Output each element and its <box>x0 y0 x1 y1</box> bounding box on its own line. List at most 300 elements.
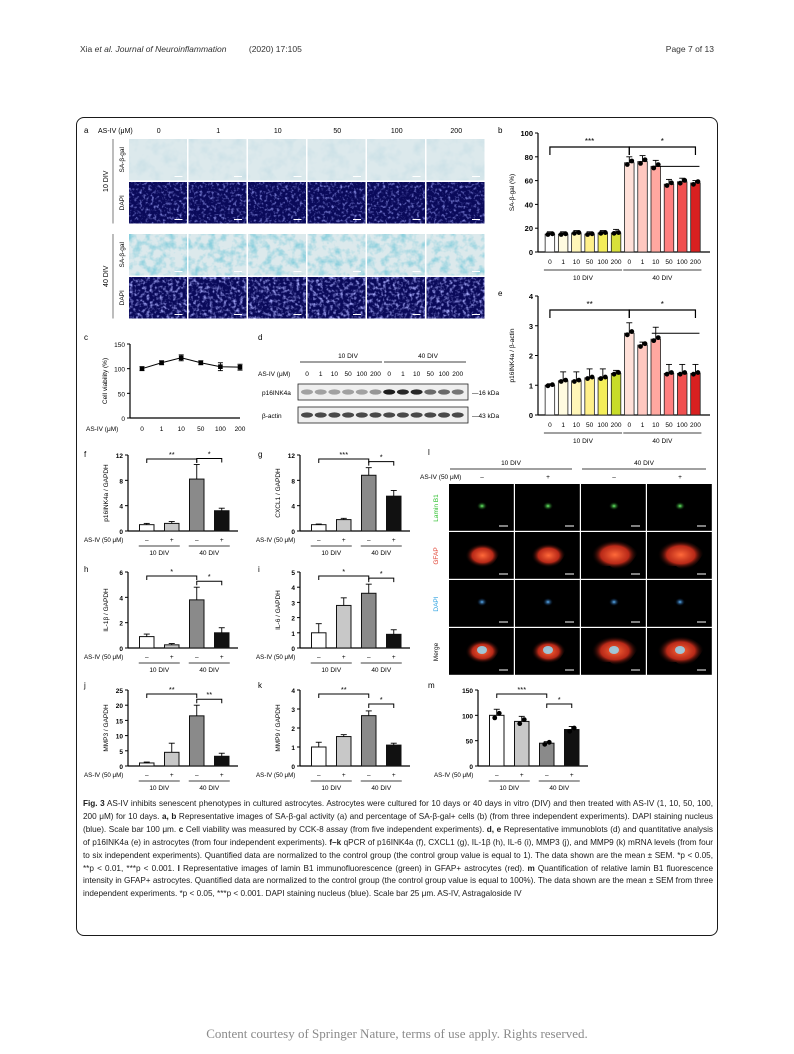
caption-ab-label: a, b <box>161 811 177 821</box>
y-tick-label: 2 <box>528 351 533 361</box>
data-point <box>669 180 674 185</box>
sig-bracket <box>319 459 369 463</box>
bar <box>638 162 648 252</box>
panel-h-chart <box>84 565 238 674</box>
x-tick-label: 100 <box>214 426 226 433</box>
x-tick-label: 10 <box>572 422 580 429</box>
sig-label: * <box>379 569 383 579</box>
data-point <box>546 232 551 237</box>
data-point <box>559 379 564 384</box>
treatment-label: – <box>366 654 371 661</box>
a-row-label: DAPI <box>119 195 126 211</box>
x-tick-label: 0 <box>548 259 552 266</box>
bar <box>565 730 580 766</box>
group-label: 40 DIV <box>652 438 673 445</box>
lamin-signal <box>543 502 553 510</box>
data-point <box>691 182 696 187</box>
sig-label: * <box>207 572 211 582</box>
group-label: 40 DIV <box>199 550 220 557</box>
group-label: 10 DIV <box>573 275 593 282</box>
bar <box>215 633 230 648</box>
panel-m-chart <box>428 681 588 792</box>
data-point <box>665 372 670 377</box>
bar <box>165 752 180 766</box>
treatment-label: + <box>219 772 224 779</box>
sig-bracket <box>197 459 222 463</box>
data-point <box>682 178 687 183</box>
data-point <box>517 721 522 726</box>
blot-band <box>452 389 464 394</box>
blot-band <box>383 412 395 417</box>
sa-beta-gal-texture <box>308 234 366 276</box>
sa-beta-gal-texture <box>189 234 247 276</box>
treatment-label: + <box>341 537 346 544</box>
sig-bracket <box>369 578 394 582</box>
data-point <box>576 230 581 235</box>
bar <box>362 475 377 531</box>
data-point <box>199 360 204 365</box>
x-tick-label: 100 <box>676 422 688 429</box>
bar <box>691 183 701 252</box>
lamin-signal <box>477 502 487 510</box>
y-tick-label: 50 <box>117 391 125 399</box>
lane-label: 200 <box>370 371 381 378</box>
y-tick-label: 2 <box>119 620 123 628</box>
data-point <box>576 378 581 383</box>
band-name: β-actin <box>262 413 282 420</box>
dapi-signal <box>543 598 553 606</box>
bar <box>611 373 621 415</box>
panel-letter-h: h <box>84 565 89 574</box>
dapi-texture <box>427 182 485 224</box>
as-iv-label: AS-IV (50 μM) <box>84 772 124 779</box>
y-tick-label: 0 <box>119 529 123 536</box>
l-treatment-label: – <box>480 474 484 481</box>
x-tick-label: 0 <box>140 426 144 433</box>
group-label: 40 DIV <box>371 667 392 674</box>
dapi-texture <box>427 277 485 319</box>
band-size: —16 kDa <box>472 390 500 397</box>
page-number: Page 7 of 13 <box>665 44 714 54</box>
bar <box>572 381 582 415</box>
bar <box>215 756 230 766</box>
blot-band <box>438 412 450 417</box>
blot-band <box>370 389 382 394</box>
bar <box>664 184 674 252</box>
l-group-label: 10 DIV <box>501 460 521 467</box>
blot-band <box>301 412 313 417</box>
l-row-label: GFAP <box>433 547 440 565</box>
sig-label: ** <box>206 690 213 700</box>
as-iv-label: AS-IV (50 μM) <box>84 537 124 544</box>
bar <box>387 745 402 766</box>
group-label: 40 DIV <box>371 550 392 557</box>
y-tick-label: 8 <box>291 478 295 486</box>
y-axis-label: SA-β-gal (%) <box>509 173 516 212</box>
y-tick-label: 20 <box>115 703 123 711</box>
sa-beta-gal-texture <box>248 234 306 276</box>
x-tick-label: 10 <box>652 259 660 266</box>
panel-letter-e: e <box>498 289 503 298</box>
treatment-label: – <box>144 772 149 779</box>
data-point <box>563 378 568 383</box>
sig-label: ** <box>586 300 593 309</box>
l-group-label: 40 DIV <box>634 460 654 467</box>
data-point <box>678 181 683 186</box>
bar <box>215 511 230 531</box>
panel-i-chart <box>256 565 410 674</box>
y-tick-label: 25 <box>115 688 123 695</box>
lamin-signal <box>675 502 685 510</box>
y-tick-label: 4 <box>291 503 295 511</box>
a-group-label: 40 DIV <box>103 265 110 287</box>
lane-label: 1 <box>401 371 405 378</box>
treatment-label: – <box>316 654 321 661</box>
y-tick-label: 6 <box>119 570 123 577</box>
data-point <box>598 231 603 236</box>
dapi-texture <box>308 277 366 319</box>
bar <box>190 716 205 766</box>
lane-label: 100 <box>438 371 450 378</box>
l-as-iv-label: AS-IV (50 μM) <box>420 474 462 481</box>
l-row-label: Merge <box>433 642 440 662</box>
blot-band <box>342 389 354 394</box>
bar <box>540 743 555 766</box>
figure-caption <box>83 798 713 901</box>
series-line <box>142 358 240 369</box>
bar <box>140 763 155 766</box>
blot-band <box>370 412 382 417</box>
data-point <box>691 372 696 377</box>
panel-letter-j: j <box>84 681 86 690</box>
y-tick-label: 0 <box>528 248 533 257</box>
caption-m-label: m <box>527 863 535 873</box>
data-point <box>651 338 656 343</box>
treatment-label: – <box>544 772 549 779</box>
bar <box>140 525 155 531</box>
dapi-texture <box>248 277 306 319</box>
panel-letter-f: f <box>84 450 87 459</box>
dapi-texture <box>129 277 187 319</box>
l-treatment-label: – <box>612 474 616 481</box>
x-tick-label: 50 <box>665 422 673 429</box>
sig-bracket <box>629 147 695 155</box>
x-tick-label: 10 <box>572 259 580 266</box>
data-point <box>598 376 603 381</box>
data-point <box>572 231 577 236</box>
data-point <box>585 232 590 237</box>
bar <box>337 737 352 766</box>
y-tick-label: 100 <box>114 366 125 374</box>
y-tick-label: 15 <box>115 718 123 726</box>
treatment-label: – <box>316 537 321 544</box>
sa-beta-gal-texture <box>189 139 247 181</box>
x-tick-label: 100 <box>597 422 609 429</box>
bar <box>664 373 674 415</box>
data-point <box>585 376 590 381</box>
y-axis-label: MMP9 / GAPDH <box>275 704 282 752</box>
lane-label: 200 <box>452 371 464 378</box>
a-row-label: DAPI <box>119 290 126 306</box>
blot-band <box>411 389 423 394</box>
bar <box>362 716 377 766</box>
bar <box>677 373 687 415</box>
y-axis-label: Cell viability (%) <box>102 357 109 405</box>
y-tick-label: 60 <box>524 176 533 186</box>
group-label: 40 DIV <box>371 785 392 792</box>
sig-bracket <box>147 459 197 463</box>
sig-label: * <box>379 452 383 462</box>
caption-l-text: Representative images of lamin B1 immunofluorescence (green) in GFAP+ astrocytes (red). <box>183 863 525 873</box>
y-tick-label: 150 <box>462 688 473 695</box>
blot-group-label: 10 DIV <box>338 353 358 360</box>
sig-label: *** <box>339 450 349 459</box>
blot-band <box>424 412 436 417</box>
bar <box>558 381 568 415</box>
bar <box>312 747 327 766</box>
x-tick-label: 100 <box>597 259 609 266</box>
y-tick-label: 80 <box>524 152 533 162</box>
a-conc-label: 200 <box>450 128 463 135</box>
data-point <box>218 364 223 369</box>
sig-bracket <box>547 704 572 708</box>
caption-de-text: Representative immunoblots (d) and quantitative analysis of p16INK4a (e) in astrocytes (from four independent experiments). <box>83 824 714 847</box>
bar <box>598 233 608 252</box>
bar <box>598 378 608 415</box>
data-point <box>612 231 617 236</box>
data-point <box>590 375 595 380</box>
dapi-signal <box>609 598 619 606</box>
data-point <box>696 370 701 375</box>
journal-author: Xia <box>80 44 93 54</box>
sa-beta-gal-texture <box>367 234 425 276</box>
x-tick-label: 0 <box>627 259 632 266</box>
sig-label: ** <box>168 450 175 459</box>
y-tick-label: 1 <box>291 745 295 752</box>
lane-label: 10 <box>330 371 339 378</box>
y-tick-label: 3 <box>291 707 295 714</box>
sig-bracket <box>147 694 197 698</box>
treatment-label: + <box>219 654 224 661</box>
data-point <box>522 717 527 722</box>
data-point <box>140 366 145 371</box>
treatment-label: – <box>366 537 371 544</box>
data-point <box>572 726 577 731</box>
bar <box>638 345 648 415</box>
caption-de-label: d, e <box>486 824 502 834</box>
treatment-label: + <box>519 772 524 779</box>
data-point <box>616 230 621 235</box>
sig-bracket <box>319 576 369 580</box>
data-point <box>550 231 555 236</box>
data-point <box>603 230 608 235</box>
x-tick-label: 50 <box>665 259 673 266</box>
data-point <box>638 344 643 349</box>
y-tick-label: 0 <box>119 646 123 653</box>
y-axis-label: IL-1β / GAPDH <box>103 588 110 632</box>
bar <box>312 633 327 648</box>
blot-band <box>315 389 327 394</box>
x-tick-label: 1 <box>640 259 645 266</box>
treatment-label: + <box>341 772 346 779</box>
l-treatment-label: + <box>546 474 550 481</box>
as-iv-label: AS-IV (50 μM) <box>256 654 296 661</box>
treatment-label: + <box>391 537 396 544</box>
panel-d-immunoblot <box>258 333 499 423</box>
sig-label: * <box>660 137 664 146</box>
y-tick-label: 4 <box>528 292 533 301</box>
caption-ab-text: Representative images of SA-β-gal activity (a) and percentage of SA-β-gal+ cells (b) (from three independent experiments). DAPI staining nucleus (blue). Scale bar 100 μm. <box>83 811 713 834</box>
dapi-texture <box>308 182 366 224</box>
bar <box>585 378 595 415</box>
treatment-label: + <box>169 537 174 544</box>
x-tick-label: 200 <box>610 422 622 429</box>
caption-figure-number: Fig. 3 <box>83 799 105 808</box>
dapi-texture <box>189 277 247 319</box>
treatment-label: + <box>219 537 224 544</box>
sa-beta-gal-texture <box>367 139 425 181</box>
lane-label: 50 <box>426 371 434 378</box>
sig-label: ** <box>168 685 175 694</box>
treatment-label: – <box>144 537 149 544</box>
sa-beta-gal-texture <box>129 234 187 276</box>
a-conc-label: 50 <box>333 128 342 135</box>
data-point <box>550 382 555 387</box>
lane-label: 1 <box>318 371 323 378</box>
data-point <box>643 341 648 346</box>
bar <box>677 182 687 252</box>
caption-title-text: AS-IV inhibits senescent phenotypes in cultured astrocytes. Astrocytes were cultured for 10 days or 40 days in vitro (DIV) and then treated with AS-IV (1, 10, 50, 100, 200 μM) for 10 days. <box>83 799 713 821</box>
sig-bracket <box>369 462 394 466</box>
sa-beta-gal-texture <box>248 139 306 181</box>
group-label: 10 DIV <box>573 438 593 445</box>
sig-bracket <box>550 310 629 318</box>
bar <box>312 525 327 531</box>
panel-letter-a: a <box>84 126 89 135</box>
y-tick-label: 0 <box>528 411 533 420</box>
data-point <box>669 370 674 375</box>
panel-letter-g: g <box>258 450 263 459</box>
merge-nucleus <box>609 646 619 654</box>
y-tick-label: 0 <box>121 416 125 423</box>
y-axis-label: IL-6 / GAPDH <box>275 590 282 630</box>
blot-band <box>397 412 409 417</box>
lane-label: 10 <box>412 371 421 378</box>
bar <box>140 637 155 648</box>
data-point <box>629 329 634 334</box>
treatment-label: – <box>144 654 149 661</box>
bar <box>611 233 621 252</box>
bar <box>585 234 595 252</box>
y-tick-label: 1 <box>528 381 533 391</box>
sa-beta-gal-texture <box>308 139 366 181</box>
blot-band <box>301 389 313 394</box>
as-iv-label: AS-IV (50 μM) <box>256 772 296 779</box>
group-label: 10 DIV <box>321 785 342 792</box>
bar <box>625 333 635 415</box>
band-name: p16INK4a <box>262 390 291 397</box>
y-tick-label: 150 <box>114 342 125 349</box>
a-row-label: SA-β-gal <box>119 242 126 268</box>
a-image-grid <box>103 139 485 319</box>
y-tick-label: 5 <box>119 748 123 756</box>
group-label: 10 DIV <box>149 667 170 674</box>
as-iv-label: AS-IV (50 μM) <box>256 537 296 544</box>
a-concentration-labels <box>157 128 462 135</box>
group-label: 10 DIV <box>149 785 170 792</box>
group-label: 10 DIV <box>499 785 520 792</box>
treatment-label: – <box>366 772 371 779</box>
y-tick-label: 2 <box>291 726 295 733</box>
treatment-label: – <box>194 537 199 544</box>
x-tick-label: 200 <box>690 259 701 266</box>
blot-band <box>452 412 464 417</box>
treatment-label: + <box>569 772 574 779</box>
sig-label: * <box>379 695 383 704</box>
data-point <box>590 231 595 236</box>
treatment-label: – <box>194 654 199 661</box>
x-tick-label: 1 <box>640 422 645 429</box>
x-axis-label: AS-IV (μM) <box>86 426 119 433</box>
blot-group-label: 40 DIV <box>418 353 438 360</box>
bar <box>651 166 661 252</box>
x-tick-label: 10 <box>177 426 185 433</box>
blot-band <box>397 389 409 394</box>
blot-band <box>328 412 340 417</box>
y-tick-label: 1 <box>291 630 295 638</box>
dapi-texture <box>248 182 306 224</box>
x-tick-label: 100 <box>676 259 688 266</box>
a-conc-label: 0 <box>156 128 161 135</box>
data-point <box>629 159 634 164</box>
sig-label: * <box>557 695 561 704</box>
x-tick-label: 1 <box>561 422 565 429</box>
blot-band <box>424 389 436 394</box>
sig-label: * <box>170 567 174 576</box>
as-iv-label-a: AS-IV (μM) <box>98 128 133 135</box>
data-point <box>678 372 683 377</box>
merge-nucleus <box>477 646 487 654</box>
x-tick-label: 10 <box>652 422 660 429</box>
group-label: 40 DIV <box>199 785 220 792</box>
merge-nucleus <box>543 646 553 654</box>
x-tick-label: 50 <box>585 422 594 429</box>
data-point <box>547 740 552 745</box>
journal-name: et al. Journal of Neuroinflammation <box>94 44 227 54</box>
dapi-texture <box>189 182 247 224</box>
sig-label: ** <box>340 685 347 694</box>
y-tick-label: 4 <box>119 503 123 511</box>
data-point <box>682 370 687 375</box>
treatment-label: – <box>194 772 199 779</box>
dapi-texture <box>129 182 187 224</box>
sig-bracket <box>197 581 222 585</box>
treatment-label: + <box>169 772 174 779</box>
x-tick-label: 50 <box>197 426 205 433</box>
y-tick-label: 4 <box>119 595 123 603</box>
caption-m-text: Quantification of relative lamin B1 fluorescence intensity in GFAP+ astrocytes. Quantified data are normalized to the control group (the control group value is equal to 100%). The data shown are the mean ± SEM from three independent experiments. *p < 0.05, ***p < 0.001. DAPI staining nucleus (blue). Scale bar 25 μm. AS-IV, Astragaloside IV <box>83 863 714 899</box>
y-tick-label: 3 <box>528 321 533 331</box>
bar <box>387 634 402 648</box>
caption-c-text: Cell viability was measured by CCK-8 assay (from five independent experiments). <box>185 824 485 834</box>
as-iv-label: AS-IV (50 μM) <box>84 654 124 661</box>
panel-letter-b: b <box>498 126 503 135</box>
bar <box>190 600 205 648</box>
y-tick-label: 12 <box>287 453 295 460</box>
panel-a-micrographs <box>84 126 485 319</box>
bar <box>190 479 205 531</box>
x-tick-label: 0 <box>627 422 632 429</box>
